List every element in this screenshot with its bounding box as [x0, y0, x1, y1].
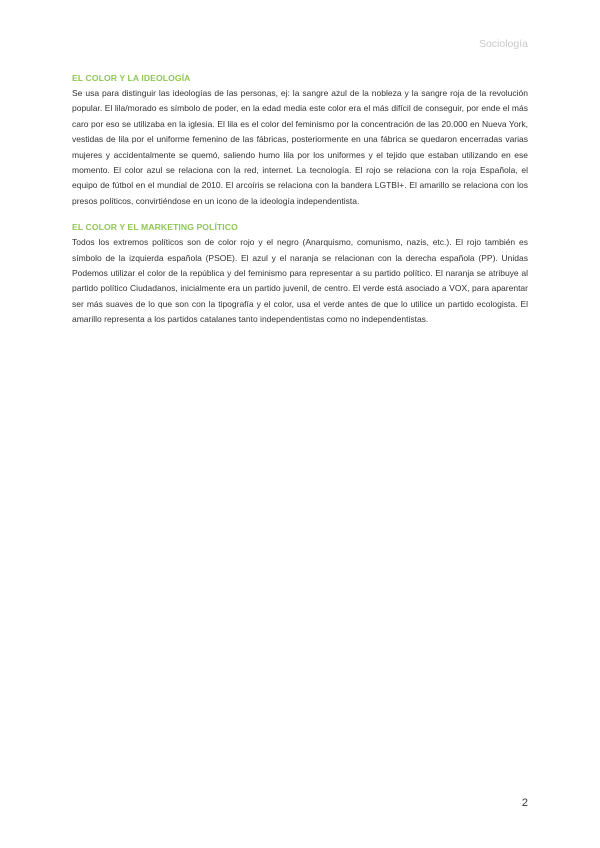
page-content	[72, 73, 528, 341]
page-number: 2	[521, 797, 528, 809]
header-subject: Sociología	[478, 38, 528, 50]
section-body: Todos los extremos políticos son de color rojo y el negro (Anarquismo, comunismo, nazis, etc.). El rojo también es símbolo de la izquierda española (PSOE). El azul y el naranja se relacionan con la derecha española (PP). Unidas Podemos utilizar el color de la república y del feminismo para representar a su partido político. El naranja se atribuye al partido político Ciudadanos, inicialmente era un partido juvenil, de centro. El verde está asociado a VOX, para aparentar ser más suaves de lo que son con la tipografía y el color, usa el verde antes de que lo utilice un partido ecologista. El amarillo representa a los partidos catalanes tanto independentistas como no independentistas.	[72, 237, 528, 325]
section-title: EL COLOR Y EL MARKETING POLÍTICO	[72, 222, 238, 233]
section-title: EL COLOR Y LA IDEOLOGÍA	[72, 73, 191, 83]
section-body: Se usa para distinguir las ideologías de las personas, ej: la sangre azul de la nobleza y la sangre roja de la revolución popular. El lila/morado es símbolo de poder, en la edad media este color era el más difícil de conseguir, por ende el más caro por eso se utilizaba en la iglesia. El lila es el color del feminismo por la concentración de las 20.000 en Nueva York, vestidas de lila por el uniforme femenino de las fábricas, posteriormente en una fábrica se quedaron encerradas varias mujeres y accidentalmente se quemó, saliendo humo lila por los uniformes y el tejido que estaban utilizando en ese momento. El color azul se relaciona con la red, internet. La tecnología. El rojo se relaciona con la roja Española, el equipo de fútbol en el mundial de 2010. El arcoíris se relaciona con la bandera LGTBI+. El amarillo se relaciona con los presos políticos, convirtiéndose en un icono de la ideología independentista.	[72, 88, 528, 206]
section-color-marketing-politico	[72, 222, 528, 327]
section-color-ideologia	[72, 73, 528, 209]
